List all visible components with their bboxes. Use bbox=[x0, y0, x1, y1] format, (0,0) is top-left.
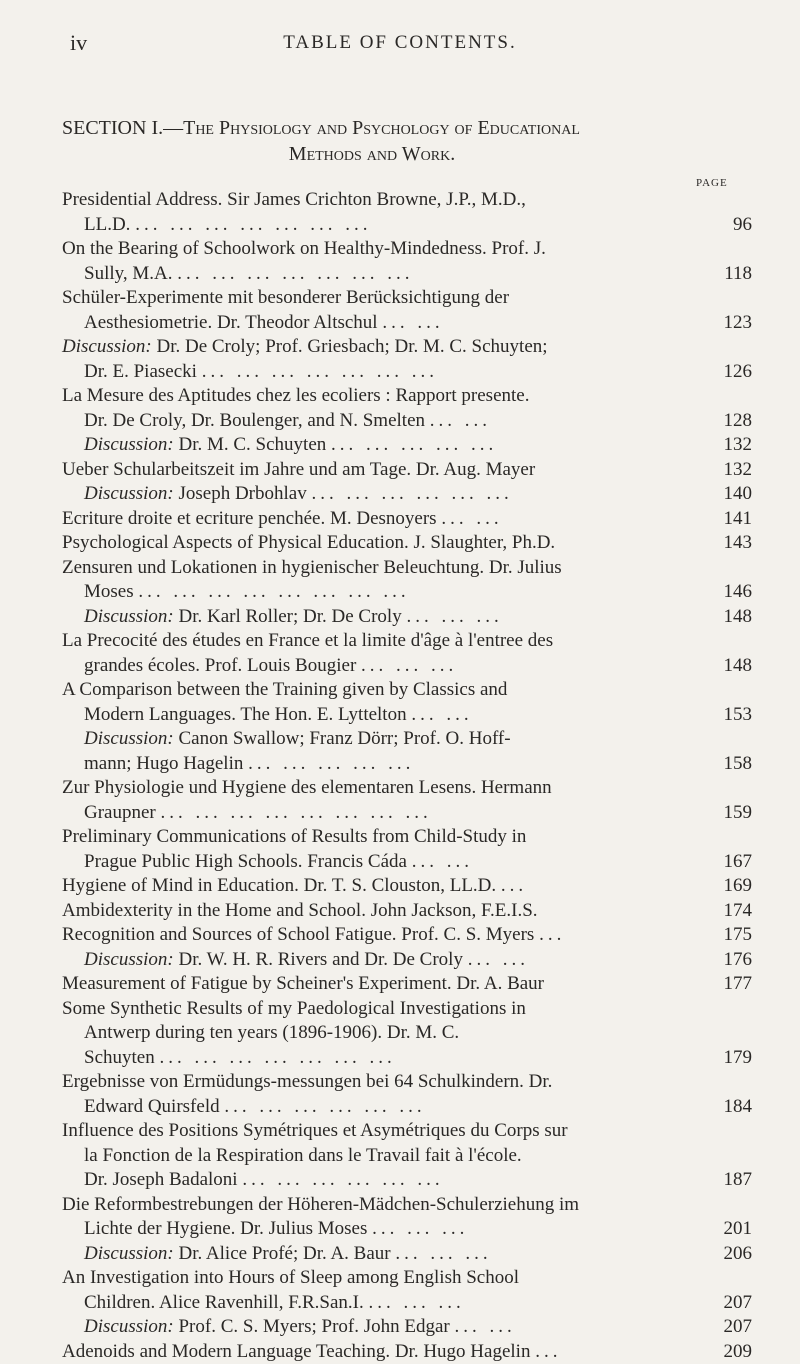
entry-title: Psychological Aspects of Physical Education. J. Slaughter, Ph.D. bbox=[62, 532, 555, 553]
toc-entry[interactable]: Discussion: Dr. Alice Profé; Dr. A. Baur ... ... ... 206 bbox=[62, 1242, 752, 1267]
entry-continuation: Graupner bbox=[62, 802, 156, 823]
entry-continuation: Antwerp during ten years (1896-1906). Dr. M. C. bbox=[62, 1022, 459, 1043]
entry-continuation: mann; Hugo Hagelin bbox=[62, 753, 243, 774]
toc-entry[interactable] bbox=[62, 899, 752, 924]
toc-entry[interactable] bbox=[62, 531, 752, 556]
entry-continuation: Edward Quirsfeld bbox=[62, 1096, 220, 1117]
entry-title: On the Bearing of Schoolwork on Healthy-Mindedness. Prof. J. bbox=[62, 238, 546, 259]
entry-title: Hygiene of Mind in Education. Dr. T. S. Clouston, LL.D. bbox=[62, 875, 496, 896]
entry-continuation: Sully, M.A. bbox=[62, 263, 173, 284]
entry-title: Dr. M. C. Schuyten bbox=[178, 434, 326, 455]
entry-page: 126 bbox=[700, 360, 752, 385]
entry-page: 209 bbox=[700, 1340, 752, 1364]
entry-title: Influence des Positions Symétriques et Asymétriques du Corps sur bbox=[62, 1120, 568, 1141]
page-column-label: PAGE bbox=[696, 177, 728, 189]
entry-page: 153 bbox=[700, 703, 752, 728]
entry-title: Schüler-Experimente mit besonderer Berücksichtigung der bbox=[62, 287, 509, 308]
discussion-label: Discussion: bbox=[62, 1243, 174, 1264]
entry-continuation: Lichte der Hygiene. Dr. Julius Moses bbox=[62, 1218, 367, 1239]
toc-entry[interactable]: Recognition and Sources of School Fatigue. Prof. C. S. Myers ... 175 bbox=[62, 923, 752, 948]
toc-entry[interactable]: La Precocité des études en France et la limite d'âge à l'entree des grandes écoles. Prof. Louis Bougier ... ... ... 148 bbox=[62, 629, 752, 678]
toc-entry[interactable]: Discussion: Canon Swallow; Franz Dörr; Prof. O. Hoff- mann; Hugo Hagelin ... ... ... ... ... 158 bbox=[62, 727, 752, 776]
entry-page: 179 bbox=[700, 1046, 752, 1071]
running-title: TABLE OF CONTENTS. bbox=[0, 32, 800, 54]
discussion-label: Discussion: bbox=[62, 606, 174, 627]
entry-page: 175 bbox=[700, 923, 752, 948]
entry-title: La Precocité des études en France et la limite d'âge à l'entree des bbox=[62, 630, 553, 651]
entry-continuation: la Fonction de la Respiration dans le Travail fait à l'école. bbox=[62, 1145, 522, 1166]
entry-title: Ambidexterity in the Home and School. John Jackson, F.E.I.S. bbox=[62, 900, 538, 921]
entry-page: 148 bbox=[700, 654, 752, 679]
entry-title: Dr. Alice Profé; Dr. A. Baur bbox=[178, 1243, 390, 1264]
entry-title: Presidential Address. Sir James Crichton Browne, J.P., M.D., bbox=[62, 189, 526, 210]
toc-entry[interactable]: Discussion: Dr. De Croly; Prof. Griesbach; Dr. M. C. Schuyten; Dr. E. Piasecki ... ... ... ... ... ... ... 126 bbox=[62, 335, 752, 384]
entry-page: 167 bbox=[700, 850, 752, 875]
entry-title: A Comparison between the Training given by Classics and bbox=[62, 679, 507, 700]
entry-title: La Mesure des Aptitudes chez les ecoliers : Rapport presente. bbox=[62, 385, 529, 406]
section-heading-line1: SECTION I.—The Physiology and Psychology of Educational bbox=[62, 117, 580, 139]
entry-page: 146 bbox=[700, 580, 752, 605]
entry-page: 207 bbox=[700, 1315, 752, 1340]
entry-continuation: grandes écoles. Prof. Louis Bougier bbox=[62, 655, 356, 676]
entry-page: 184 bbox=[700, 1095, 752, 1120]
entry-continuation: Prague Public High Schools. Francis Cáda bbox=[62, 851, 407, 872]
entry-page: 128 bbox=[700, 409, 752, 434]
entry-continuation: LL.D. bbox=[62, 214, 130, 235]
toc-entry[interactable]: Adenoids and Modern Language Teaching. Dr. Hugo Hagelin ... 209 bbox=[62, 1340, 752, 1364]
entry-page: 132 bbox=[700, 433, 752, 458]
toc-entry[interactable]: Hygiene of Mind in Education. Dr. T. S. Clouston, LL.D. ... 169 bbox=[62, 874, 752, 899]
toc-entry[interactable] bbox=[62, 458, 752, 483]
discussion-label: Discussion: bbox=[62, 1316, 174, 1337]
entry-title: Dr. W. H. R. Rivers and Dr. De Croly bbox=[178, 949, 462, 970]
toc-entry[interactable]: Die Reformbestrebungen der Höheren-Mädchen-Schulerziehung im Lichte der Hygiene. Dr. Julius Moses ... ... ... 201 bbox=[62, 1193, 752, 1242]
entry-continuation: Children. Alice Ravenhill, F.R.San.I. bbox=[62, 1292, 364, 1313]
toc-entry[interactable]: Discussion: Joseph Drbohlav ... ... ... ... ... ... 140 bbox=[62, 482, 752, 507]
toc-entry[interactable]: Discussion: Dr. W. H. R. Rivers and Dr. De Croly ... ... 176 bbox=[62, 948, 752, 973]
entry-page: 187 bbox=[700, 1168, 752, 1193]
entry-page: 158 bbox=[700, 752, 752, 777]
entry-page: 174 bbox=[700, 899, 752, 924]
entry-continuation: Aesthesiometrie. Dr. Theodor Altschul bbox=[62, 312, 378, 333]
toc-entry[interactable]: Schüler-Experimente mit besonderer Berücksichtigung der Aesthesiometrie. Dr. Theodor Altschul ... ... 123 bbox=[62, 286, 752, 335]
entry-title: Ueber Schularbeitszeit im Jahre und am Tage. Dr. Aug. Mayer bbox=[62, 459, 535, 480]
discussion-label: Discussion: bbox=[62, 434, 174, 455]
toc-entry[interactable]: Presidential Address. Sir James Crichton Browne, J.P., M.D., LL.D. ... ... ... ... ... ... ... 96 bbox=[62, 188, 752, 237]
toc-entry[interactable]: On the Bearing of Schoolwork on Healthy-Mindedness. Prof. J. Sully, M.A. ... ... ... ... ... ... ... 118 bbox=[62, 237, 752, 286]
discussion-label: Discussion: bbox=[62, 728, 174, 749]
entry-title: Preliminary Communications of Results from Child-Study in bbox=[62, 826, 526, 847]
entry-page: 169 bbox=[700, 874, 752, 899]
entry-page: 207 bbox=[700, 1291, 752, 1316]
entry-page: 118 bbox=[700, 262, 752, 287]
entry-page: 143 bbox=[700, 531, 752, 556]
toc-entry[interactable]: Some Synthetic Results of my Paedological Investigations in Antwerp during ten years (1896-1906). Dr. M. C. Schuyten ... ... ... ... ... ... ... 179 bbox=[62, 997, 752, 1071]
toc-entry[interactable]: Ecriture droite et ecriture penchée. M. Desnoyers ... ... 141 bbox=[62, 507, 752, 532]
entry-title: Zur Physiologie und Hygiene des elementaren Lesens. Hermann bbox=[62, 777, 552, 798]
entry-continuation-2: Dr. Joseph Badaloni bbox=[62, 1169, 238, 1190]
running-header bbox=[0, 30, 800, 56]
toc-entry[interactable]: An Investigation into Hours of Sleep among English School Children. Alice Ravenhill, F.R.San.I. ... ... ... 207 bbox=[62, 1266, 752, 1315]
toc-entry[interactable]: Discussion: Prof. C. S. Myers; Prof. John Edgar ... ... 207 bbox=[62, 1315, 752, 1340]
entry-page: 123 bbox=[700, 311, 752, 336]
entry-title: Adenoids and Modern Language Teaching. Dr. Hugo Hagelin bbox=[62, 1341, 530, 1362]
toc-entry[interactable]: Preliminary Communications of Results from Child-Study in Prague Public High Schools. Francis Cáda ... ... 167 bbox=[62, 825, 752, 874]
toc-entry[interactable]: Influence des Positions Symétriques et Asymétriques du Corps sur la Fonction de la Respiration dans le Travail fait à l'école. Dr. Joseph Badaloni ... ... ... ... ... ... 187 bbox=[62, 1119, 752, 1193]
section-heading bbox=[62, 115, 762, 167]
entry-title: Measurement of Fatigue by Scheiner's Experiment. Dr. A. Baur bbox=[62, 973, 544, 994]
discussion-label: Discussion: bbox=[62, 336, 152, 357]
entry-continuation: Dr. De Croly, Dr. Boulenger, and N. Smelten bbox=[62, 410, 425, 431]
entry-continuation-2: Schuyten bbox=[62, 1047, 155, 1068]
entry-title: Prof. C. S. Myers; Prof. John Edgar bbox=[178, 1316, 449, 1337]
entry-title: Some Synthetic Results of my Paedological Investigations in bbox=[62, 998, 526, 1019]
entry-title: Recognition and Sources of School Fatigue. Prof. C. S. Myers bbox=[62, 924, 534, 945]
toc-entry[interactable] bbox=[62, 972, 752, 997]
entry-title: Joseph Drbohlav bbox=[178, 483, 306, 504]
page-number: iv bbox=[70, 30, 87, 56]
entry-page: 140 bbox=[700, 482, 752, 507]
entry-title: Dr. Karl Roller; Dr. De Croly bbox=[178, 606, 401, 627]
toc-entry[interactable]: Ergebnisse von Ermüdungs-messungen bei 64 Schulkindern. Dr. Edward Quirsfeld ... ... ... ... ... ... 184 bbox=[62, 1070, 752, 1119]
entry-title: Dr. De Croly; Prof. Griesbach; Dr. M. C. Schuyten; bbox=[156, 336, 547, 357]
toc-list bbox=[62, 188, 752, 1364]
discussion-label: Discussion: bbox=[62, 483, 174, 504]
toc-entry[interactable]: Zur Physiologie und Hygiene des elementaren Lesens. Hermann Graupner ... ... ... ... ... ... ... ... 159 bbox=[62, 776, 752, 825]
toc-entry[interactable]: La Mesure des Aptitudes chez les ecoliers : Rapport presente. Dr. De Croly, Dr. Boulenger, and N. Smelten ... ... 128 bbox=[62, 384, 752, 433]
entry-title: Die Reformbestrebungen der Höheren-Mädchen-Schulerziehung im bbox=[62, 1194, 579, 1215]
entry-page: 206 bbox=[700, 1242, 752, 1267]
entry-page: 177 bbox=[700, 972, 752, 997]
entry-title: Zensuren und Lokationen in hygienischer Beleuchtung. Dr. Julius bbox=[62, 557, 562, 578]
section-heading-line2: Methods and Work. bbox=[62, 141, 762, 167]
toc-entry[interactable]: A Comparison between the Training given by Classics and Modern Languages. The Hon. E. Lyttelton ... ... 153 bbox=[62, 678, 752, 727]
entry-page: 159 bbox=[700, 801, 752, 826]
toc-entry[interactable]: Discussion: Dr. Karl Roller; Dr. De Croly ... ... ... 148 bbox=[62, 605, 752, 630]
entry-page: 201 bbox=[700, 1217, 752, 1242]
toc-entry[interactable]: Zensuren und Lokationen in hygienischer Beleuchtung. Dr. Julius Moses ... ... ... ... ... ... ... ... 146 bbox=[62, 556, 752, 605]
entry-title: Ergebnisse von Ermüdungs-messungen bei 64 Schulkindern. Dr. bbox=[62, 1071, 552, 1092]
entry-page: 176 bbox=[700, 948, 752, 973]
entry-continuation: Moses bbox=[62, 581, 134, 602]
entry-page: 132 bbox=[700, 458, 752, 483]
discussion-label: Discussion: bbox=[62, 949, 174, 970]
entry-continuation: Dr. E. Piasecki bbox=[62, 361, 197, 382]
entry-continuation: Modern Languages. The Hon. E. Lyttelton bbox=[62, 704, 407, 725]
entry-page: 148 bbox=[700, 605, 752, 630]
entry-title: Canon Swallow; Franz Dörr; Prof. O. Hoff- bbox=[178, 728, 510, 749]
toc-entry[interactable]: Discussion: Dr. M. C. Schuyten ... ... ... ... ... 132 bbox=[62, 433, 752, 458]
entry-page: 141 bbox=[700, 507, 752, 532]
entry-title: An Investigation into Hours of Sleep among English School bbox=[62, 1267, 519, 1288]
entry-title: Ecriture droite et ecriture penchée. M. Desnoyers bbox=[62, 508, 437, 529]
entry-page: 96 bbox=[700, 213, 752, 238]
